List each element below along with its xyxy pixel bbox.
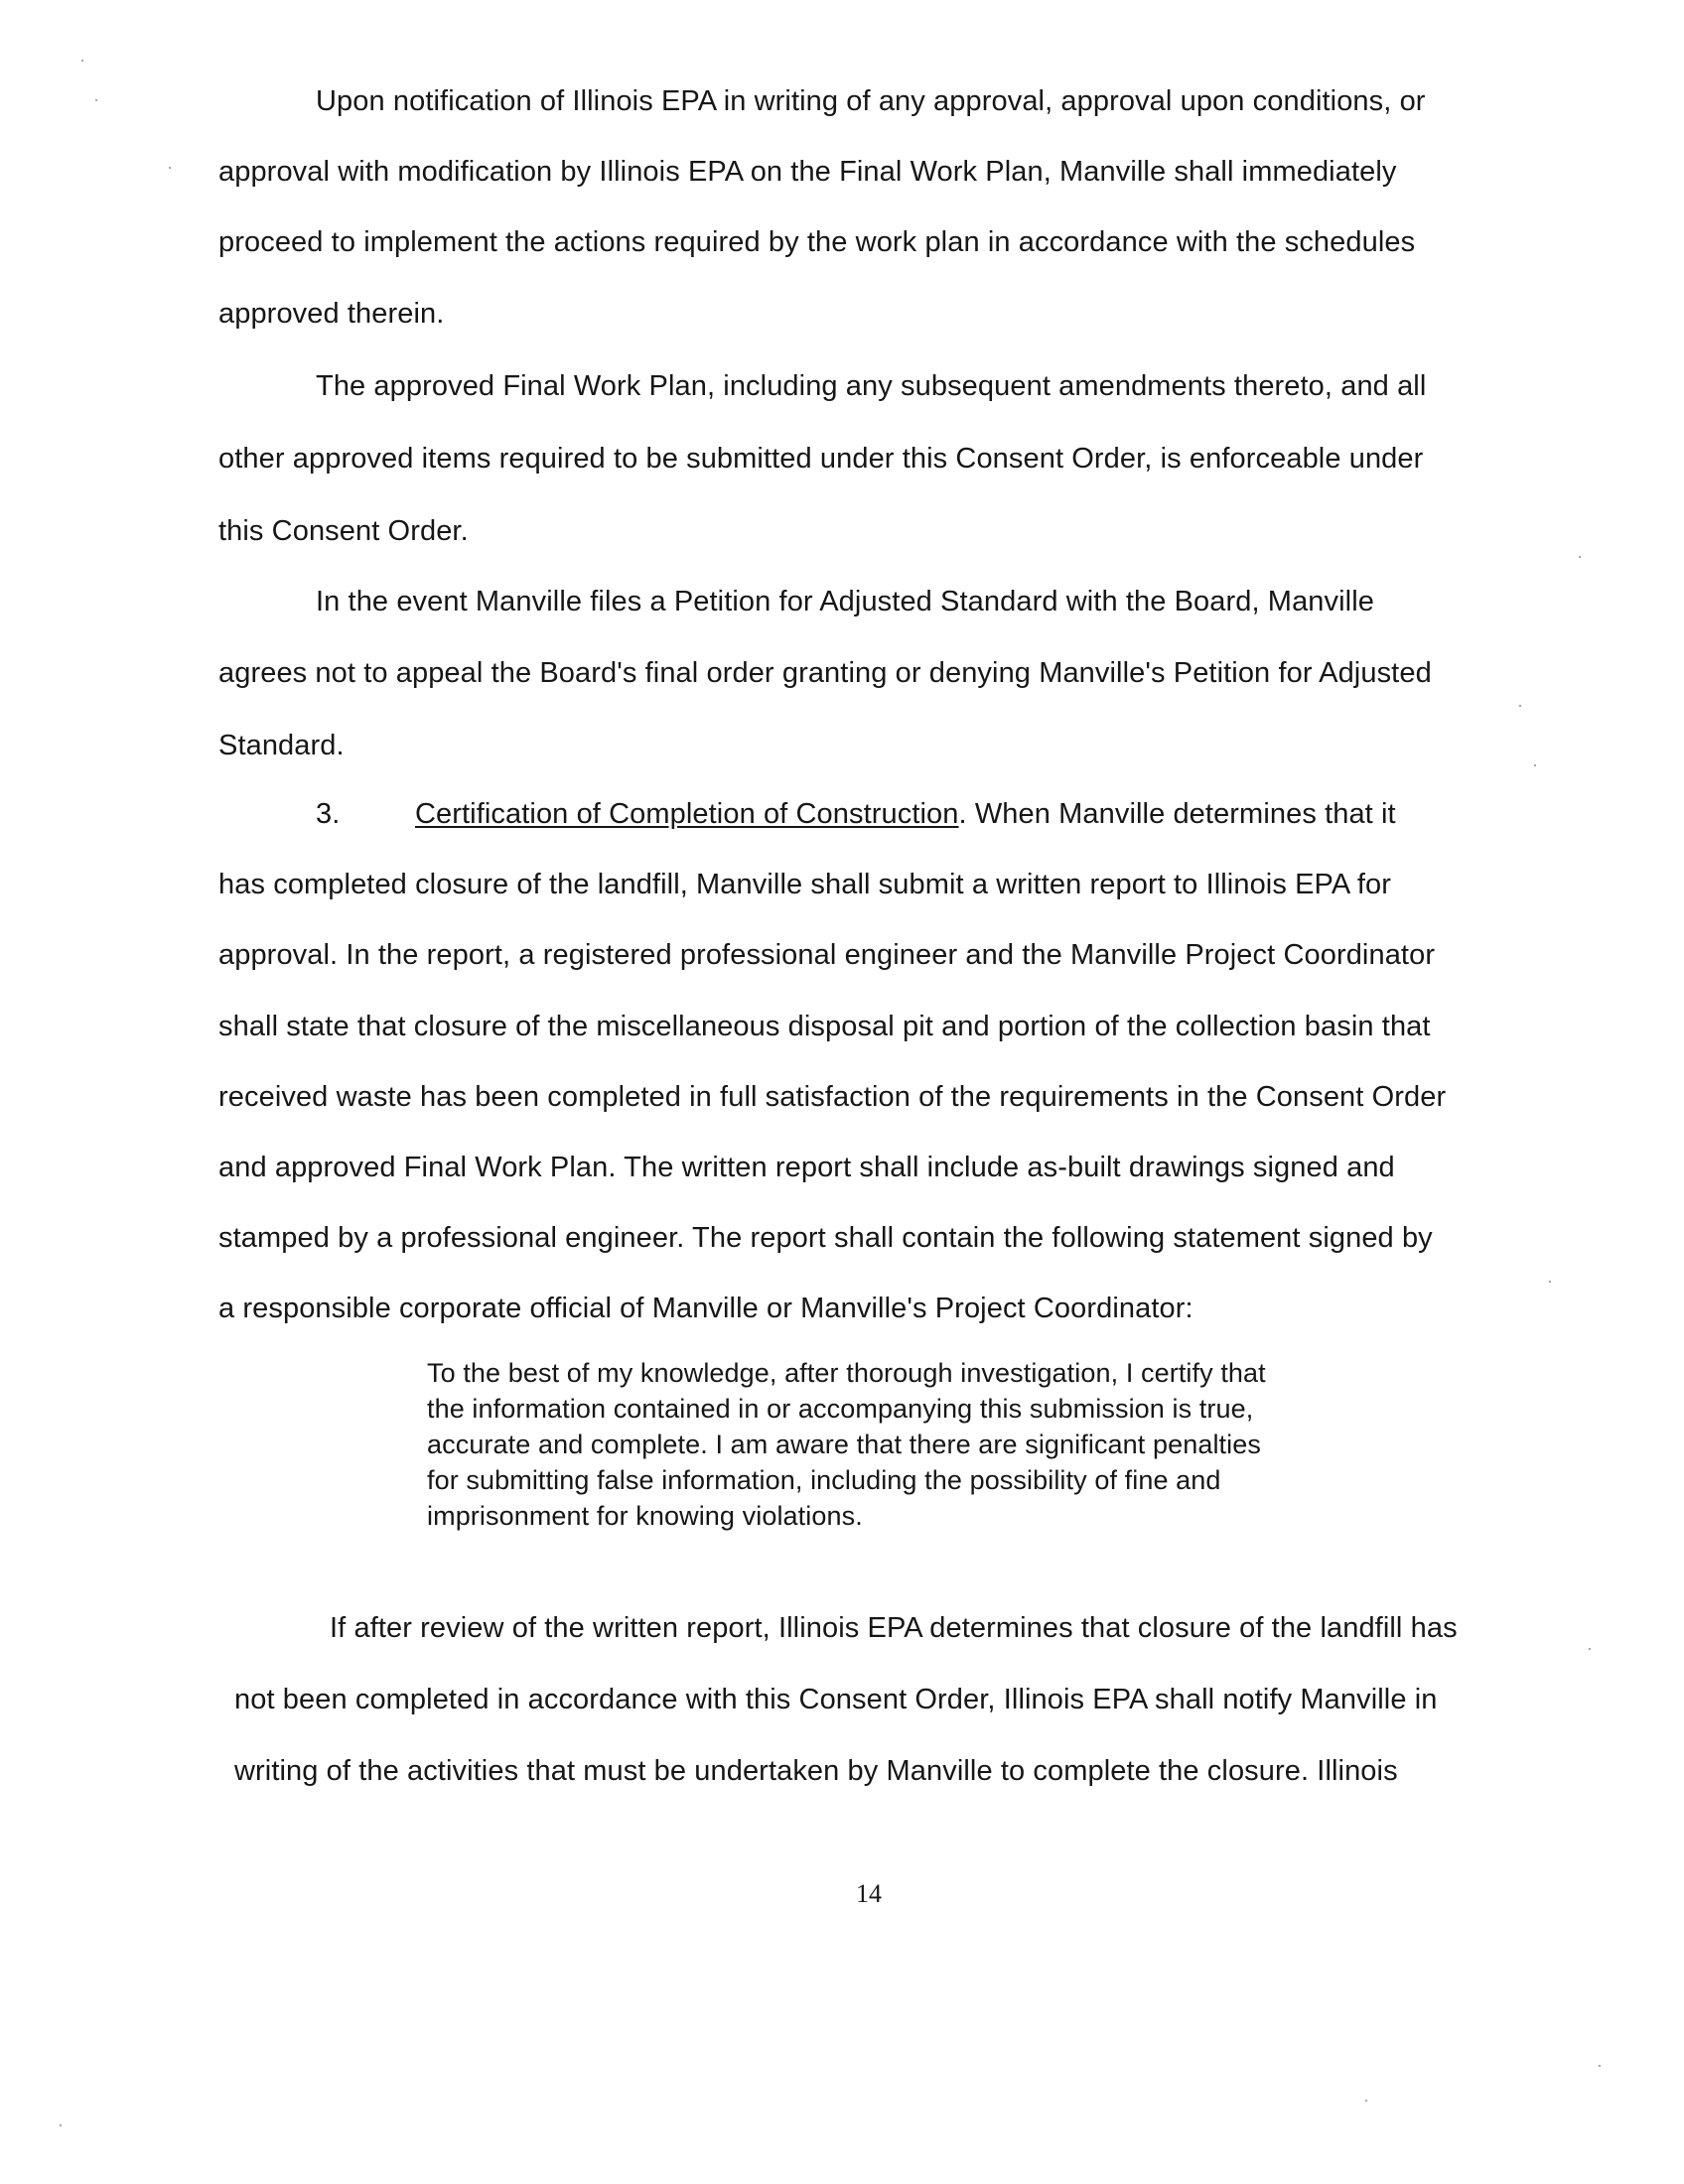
page-number: 14 bbox=[856, 1879, 882, 1908]
scan-speck bbox=[60, 2124, 62, 2126]
paragraph-1-line-2: approval with modification by Illinois EPA on the Final Work Plan, Manville shall immediately bbox=[218, 156, 1397, 188]
paragraph-2-line-2: other approved items required to be submitted under this Consent Order, is enforceable under bbox=[218, 443, 1424, 475]
section-number: 3. bbox=[316, 798, 341, 830]
paragraph-1-line-1: Upon notification of Illinois EPA in writing of any approval, approval upon conditions, or bbox=[316, 85, 1426, 117]
scan-speck bbox=[1534, 764, 1536, 766]
paragraph-1-line-3: proceed to implement the actions required by the work plan in accordance with the schedules bbox=[218, 226, 1416, 258]
paragraph-2-line-1: The approved Final Work Plan, including any subsequent amendments thereto, and all bbox=[316, 370, 1427, 402]
paragraph-3-line-2: agrees not to appeal the Board's final order granting or denying Manville's Petition for Adjusted bbox=[218, 657, 1432, 689]
scan-speck bbox=[81, 60, 83, 62]
section-3-line-6: and approved Final Work Plan. The written report shall include as-built drawings signed and bbox=[218, 1152, 1395, 1183]
scan-speck bbox=[1579, 556, 1581, 558]
scan-speck bbox=[1599, 2065, 1601, 2067]
section-3-line-4: shall state that closure of the miscellaneous disposal pit and portion of the collection basin that bbox=[218, 1011, 1431, 1042]
section-heading-rest: . When Manville determines that it bbox=[958, 798, 1396, 830]
paragraph-3-line-3: Standard. bbox=[218, 730, 345, 761]
paragraph-4-line-3: writing of the activities that must be undertaken by Manville to complete the closure. Illinois bbox=[234, 1755, 1398, 1787]
section-heading-line bbox=[415, 800, 1396, 829]
section-3-line-5: received waste has been completed in full satisfaction of the requirements in the Consent Order bbox=[218, 1081, 1447, 1113]
paragraph-4-line-1: If after review of the written report, Illinois EPA determines that closure of the landfill has bbox=[330, 1612, 1458, 1644]
section-3-line-2: has completed closure of the landfill, Manville shall submit a written report to Illinois EPA for bbox=[218, 869, 1391, 900]
paragraph-1-line-4: approved therein. bbox=[218, 298, 445, 330]
certification-quote-line-5: imprisonment for knowing violations. bbox=[427, 1501, 863, 1531]
scan-speck bbox=[1519, 705, 1521, 707]
scan-speck bbox=[169, 167, 171, 169]
scan-speck bbox=[95, 99, 97, 101]
scan-speck bbox=[1549, 1281, 1551, 1283]
section-3-line-3: approval. In the report, a registered professional engineer and the Manville Project Coordinator bbox=[218, 939, 1436, 971]
certification-quote-line-2: the information contained in or accompanying this submission is true, bbox=[427, 1394, 1254, 1424]
certification-quote-line-1: To the best of my knowledge, after thorough investigation, I certify that bbox=[427, 1358, 1266, 1388]
scan-speck bbox=[1589, 1648, 1591, 1650]
section-3-line-7: stamped by a professional engineer. The report shall contain the following statement signed by bbox=[218, 1222, 1433, 1254]
paragraph-3-line-1: In the event Manville files a Petition for Adjusted Standard with the Board, Manville bbox=[316, 586, 1374, 617]
section-heading: Certification of Completion of Construction bbox=[415, 798, 959, 830]
paragraph-4-line-2: not been completed in accordance with this Consent Order, Illinois EPA shall notify Manville in bbox=[234, 1684, 1438, 1715]
certification-quote-line-4: for submitting false information, including the possibility of fine and bbox=[427, 1465, 1221, 1495]
scan-speck bbox=[1365, 2100, 1367, 2102]
certification-quote-line-3: accurate and complete. I am aware that there are significant penalties bbox=[427, 1430, 1261, 1459]
paragraph-2-line-3: this Consent Order. bbox=[218, 515, 469, 547]
section-3-line-8: a responsible corporate official of Manville or Manville's Project Coordinator: bbox=[218, 1293, 1193, 1324]
